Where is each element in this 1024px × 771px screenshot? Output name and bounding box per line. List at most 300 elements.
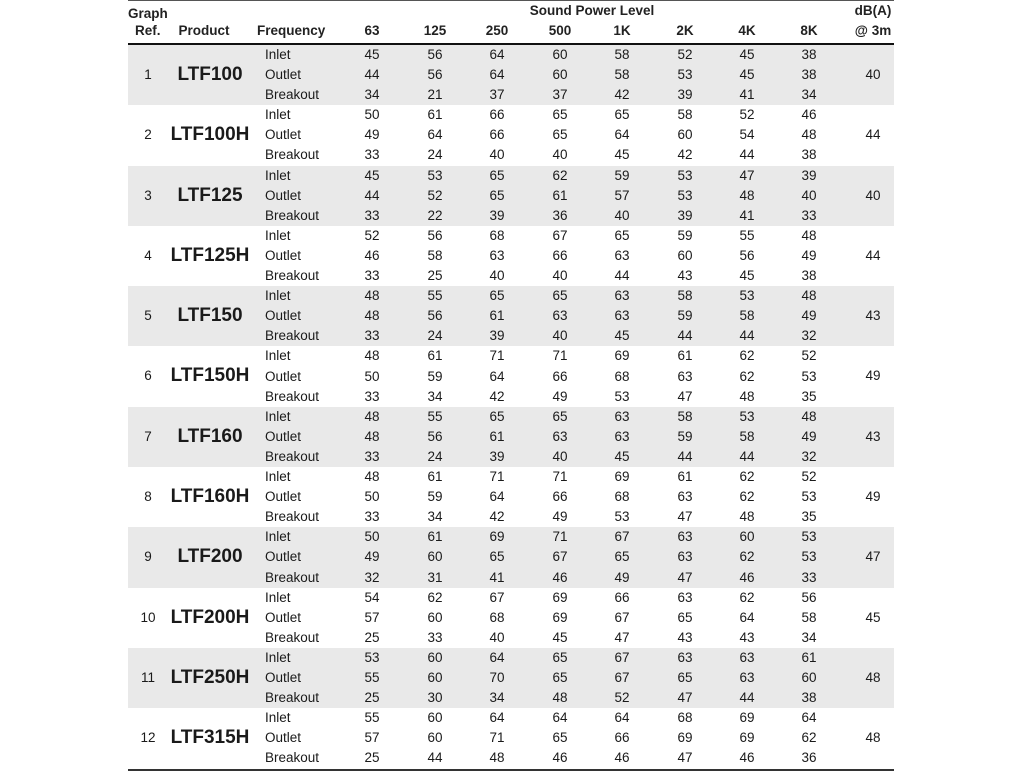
level-value: 62 (739, 489, 755, 505)
level-value: 34 (364, 87, 380, 103)
frequency-label: Breakout (265, 388, 320, 404)
level-value: 34 (801, 629, 817, 645)
level-value: 56 (427, 428, 443, 444)
product-name: LTF160H (170, 486, 250, 508)
level-value: 25 (364, 690, 380, 706)
product-row (128, 45, 894, 105)
level-value: 61 (677, 348, 693, 364)
level-value: 46 (739, 750, 755, 766)
level-value: 56 (427, 67, 443, 83)
level-value: 65 (614, 107, 630, 123)
level-value: 44 (614, 268, 630, 284)
level-value: 69 (739, 730, 755, 746)
level-value: 58 (427, 247, 443, 263)
level-value: 33 (801, 569, 817, 585)
level-value: 44 (364, 67, 380, 83)
frequency-line (128, 447, 894, 467)
frequency-line (128, 326, 894, 346)
level-value: 48 (801, 127, 817, 143)
level-value: 52 (364, 227, 380, 243)
level-value: 62 (739, 368, 755, 384)
level-value: 40 (552, 147, 568, 163)
dba-value: 44 (865, 247, 881, 263)
level-value: 47 (614, 629, 630, 645)
band-header: 1K (613, 23, 631, 38)
level-value: 63 (614, 247, 630, 263)
level-value: 48 (489, 750, 505, 766)
level-value: 60 (427, 609, 443, 625)
frequency-line (128, 608, 894, 628)
dba-value: 49 (865, 489, 881, 505)
product-row (128, 648, 894, 708)
level-value: 50 (364, 529, 380, 545)
frequency-label: Inlet (265, 408, 291, 424)
level-value: 33 (364, 448, 380, 464)
frequency-line (128, 85, 894, 105)
level-value: 63 (677, 529, 693, 545)
sound-power-table (128, 0, 894, 771)
level-value: 49 (801, 247, 817, 263)
level-value: 46 (801, 107, 817, 123)
level-value: 33 (427, 629, 443, 645)
level-value: 60 (427, 710, 443, 726)
level-value: 60 (427, 670, 443, 686)
level-value: 52 (739, 107, 755, 123)
level-value: 64 (427, 127, 443, 143)
level-value: 48 (364, 288, 380, 304)
level-value: 40 (614, 207, 630, 223)
frequency-label: Breakout (265, 147, 320, 163)
level-value: 61 (427, 469, 443, 485)
product-row (128, 467, 894, 527)
level-value: 63 (614, 428, 630, 444)
frequency-label: Outlet (265, 308, 302, 324)
product-name: LTF150H (170, 365, 250, 387)
level-value: 53 (801, 549, 817, 565)
level-value: 56 (801, 589, 817, 605)
level-value: 64 (489, 67, 505, 83)
level-value: 58 (739, 308, 755, 324)
level-value: 49 (364, 127, 380, 143)
level-value: 38 (801, 690, 817, 706)
level-value: 65 (489, 288, 505, 304)
level-value: 61 (677, 469, 693, 485)
level-value: 53 (614, 388, 630, 404)
level-value: 57 (364, 609, 380, 625)
level-value: 60 (677, 127, 693, 143)
level-value: 46 (552, 569, 568, 585)
level-value: 69 (552, 589, 568, 605)
graph-ref: 4 (144, 247, 152, 263)
level-value: 64 (489, 47, 505, 62)
level-value: 49 (552, 388, 568, 404)
graph-ref: 1 (144, 67, 152, 82)
frequency-label: Breakout (265, 448, 320, 464)
graph-ref: 8 (144, 489, 152, 505)
level-value: 47 (677, 509, 693, 525)
frequency-label: Breakout (265, 268, 320, 284)
level-value: 38 (801, 147, 817, 163)
dba-value: 44 (865, 127, 881, 143)
level-value: 65 (677, 609, 693, 625)
frequency-line (128, 145, 894, 165)
level-value: 63 (489, 247, 505, 263)
level-value: 48 (364, 469, 380, 485)
frequency-label: Inlet (265, 47, 291, 62)
frequency-label: Outlet (265, 428, 302, 444)
frequency-line (128, 628, 894, 648)
level-value: 66 (552, 247, 568, 263)
level-value: 25 (364, 629, 380, 645)
frequency-line (128, 166, 894, 186)
level-value: 63 (614, 408, 630, 424)
level-value: 30 (427, 690, 443, 706)
level-value: 40 (489, 147, 505, 163)
band-header: 2K (676, 23, 694, 38)
product-name: LTF315H (170, 727, 250, 749)
level-value: 42 (489, 509, 505, 525)
level-value: 44 (677, 328, 693, 344)
level-value: 57 (614, 187, 630, 203)
level-value: 61 (427, 107, 443, 123)
level-value: 59 (677, 308, 693, 324)
level-value: 53 (364, 649, 380, 665)
level-value: 43 (677, 268, 693, 284)
level-value: 62 (739, 549, 755, 565)
product-name: LTF150 (177, 305, 243, 327)
frequency-label: Inlet (265, 107, 291, 123)
level-value: 58 (801, 609, 817, 625)
level-value: 61 (552, 187, 568, 203)
level-value: 43 (677, 629, 693, 645)
frequency-label: Breakout (265, 87, 320, 103)
level-value: 41 (739, 87, 755, 103)
level-value: 41 (739, 207, 755, 223)
frequency-label: Breakout (265, 629, 320, 645)
level-value: 53 (801, 368, 817, 384)
level-value: 58 (614, 47, 630, 62)
sound-power-level-header: Sound Power Level (529, 3, 655, 18)
band-header: 8K (800, 23, 818, 38)
level-value: 67 (552, 549, 568, 565)
level-value: 36 (801, 750, 817, 766)
frequency-line (128, 206, 894, 226)
level-value: 58 (677, 408, 693, 424)
product-row (128, 226, 894, 286)
product-row (128, 708, 894, 768)
level-value: 65 (489, 167, 505, 183)
level-value: 46 (739, 569, 755, 585)
level-value: 62 (552, 167, 568, 183)
product-name: LTF200H (170, 606, 250, 628)
level-value: 44 (739, 147, 755, 163)
level-value: 64 (739, 609, 755, 625)
frequency-line (128, 708, 894, 728)
frequency-line (128, 186, 894, 206)
frequency-line (128, 125, 894, 145)
dba-header-line1: dB(A) (854, 3, 892, 18)
level-value: 64 (489, 710, 505, 726)
level-value: 71 (489, 348, 505, 364)
level-value: 65 (552, 649, 568, 665)
dba-value: 48 (865, 669, 881, 685)
level-value: 60 (801, 670, 817, 686)
level-value: 49 (801, 428, 817, 444)
level-value: 33 (364, 328, 380, 344)
level-value: 50 (364, 107, 380, 123)
graph-ref: 11 (140, 669, 156, 685)
level-value: 69 (739, 710, 755, 726)
level-value: 62 (739, 348, 755, 364)
level-value: 71 (552, 529, 568, 545)
frequency-line (128, 588, 894, 608)
level-value: 53 (801, 529, 817, 545)
graph-ref: 7 (144, 428, 152, 444)
level-value: 47 (677, 750, 693, 766)
frequency-line (128, 648, 894, 668)
level-value: 65 (614, 549, 630, 565)
graph-ref-header-line1: Graph (128, 6, 168, 21)
level-value: 71 (489, 469, 505, 485)
level-value: 40 (552, 268, 568, 284)
level-value: 68 (614, 489, 630, 505)
frequency-label: Breakout (265, 750, 320, 766)
frequency-line (128, 427, 894, 447)
level-value: 55 (427, 288, 443, 304)
level-value: 33 (364, 388, 380, 404)
level-value: 47 (677, 388, 693, 404)
frequency-label: Breakout (265, 690, 320, 706)
level-value: 48 (552, 690, 568, 706)
level-value: 53 (677, 167, 693, 183)
frequency-label: Outlet (265, 127, 302, 143)
level-value: 61 (427, 348, 443, 364)
level-value: 55 (427, 408, 443, 424)
level-value: 49 (364, 549, 380, 565)
level-value: 65 (552, 730, 568, 746)
level-value: 69 (677, 730, 693, 746)
level-value: 52 (677, 47, 693, 62)
level-value: 39 (801, 167, 817, 183)
frequency-line (128, 507, 894, 527)
level-value: 56 (427, 47, 443, 62)
level-value: 64 (614, 710, 630, 726)
band-header: 125 (423, 23, 447, 38)
frequency-line (128, 547, 894, 567)
level-value: 62 (739, 469, 755, 485)
level-value: 60 (427, 549, 443, 565)
level-value: 49 (614, 569, 630, 585)
level-value: 32 (801, 448, 817, 464)
level-value: 65 (552, 670, 568, 686)
product-header: Product (178, 23, 230, 38)
level-value: 60 (427, 730, 443, 746)
frequency-label: Inlet (265, 469, 291, 485)
frequency-line (128, 45, 894, 65)
level-value: 64 (489, 649, 505, 665)
level-value: 65 (552, 288, 568, 304)
level-value: 55 (364, 670, 380, 686)
level-value: 48 (739, 187, 755, 203)
graph-ref: 10 (140, 609, 156, 625)
level-value: 64 (614, 127, 630, 143)
dba-value: 45 (865, 609, 881, 625)
level-value: 45 (739, 47, 755, 62)
level-value: 33 (364, 268, 380, 284)
frequency-label: Inlet (265, 227, 291, 243)
level-value: 59 (677, 428, 693, 444)
level-value: 68 (489, 609, 505, 625)
level-value: 68 (614, 368, 630, 384)
frequency-label: Outlet (265, 730, 302, 746)
level-value: 63 (614, 288, 630, 304)
level-value: 69 (614, 469, 630, 485)
level-value: 66 (552, 368, 568, 384)
frequency-label: Outlet (265, 549, 302, 565)
level-value: 48 (801, 288, 817, 304)
frequency-line (128, 346, 894, 366)
table-header (128, 0, 894, 43)
level-value: 63 (739, 649, 755, 665)
level-value: 61 (427, 529, 443, 545)
level-value: 31 (427, 569, 443, 585)
level-value: 64 (801, 710, 817, 726)
level-value: 56 (739, 247, 755, 263)
level-value: 48 (739, 388, 755, 404)
level-value: 52 (801, 469, 817, 485)
level-value: 67 (552, 227, 568, 243)
product-row (128, 588, 894, 648)
frequency-label: Inlet (265, 288, 291, 304)
level-value: 37 (552, 87, 568, 103)
frequency-line (128, 527, 894, 547)
graph-ref: 6 (144, 368, 152, 384)
level-value: 65 (489, 187, 505, 203)
frequency-header: Frequency (257, 23, 326, 38)
level-value: 45 (552, 629, 568, 645)
frequency-line (128, 467, 894, 487)
table-bottom-rule (128, 769, 894, 771)
level-value: 59 (677, 227, 693, 243)
dba-value: 40 (865, 187, 881, 203)
level-value: 32 (801, 328, 817, 344)
dba-value: 47 (865, 549, 881, 565)
level-value: 45 (364, 47, 380, 62)
frequency-label: Outlet (265, 609, 302, 625)
frequency-label: Breakout (265, 569, 320, 585)
level-value: 63 (677, 489, 693, 505)
level-value: 58 (677, 107, 693, 123)
level-value: 66 (489, 107, 505, 123)
level-value: 63 (677, 549, 693, 565)
level-value: 25 (427, 268, 443, 284)
level-value: 71 (552, 348, 568, 364)
level-value: 55 (364, 710, 380, 726)
level-value: 45 (739, 268, 755, 284)
level-value: 61 (489, 428, 505, 444)
level-value: 52 (614, 690, 630, 706)
level-value: 49 (801, 308, 817, 324)
level-value: 48 (364, 308, 380, 324)
product-name: LTF125H (170, 244, 250, 266)
level-value: 66 (614, 589, 630, 605)
level-value: 64 (489, 368, 505, 384)
frequency-label: Outlet (265, 368, 302, 384)
level-value: 39 (677, 207, 693, 223)
level-value: 48 (801, 227, 817, 243)
level-value: 63 (677, 649, 693, 665)
frequency-line (128, 306, 894, 326)
product-row (128, 105, 894, 165)
level-value: 58 (739, 428, 755, 444)
level-value: 65 (489, 549, 505, 565)
frequency-label: Outlet (265, 489, 302, 505)
level-value: 60 (552, 67, 568, 83)
level-value: 56 (427, 308, 443, 324)
frequency-label: Inlet (265, 589, 291, 605)
level-value: 59 (427, 489, 443, 505)
level-value: 50 (364, 368, 380, 384)
level-value: 55 (739, 227, 755, 243)
product-name: LTF200 (177, 546, 243, 568)
level-value: 25 (364, 750, 380, 766)
level-value: 54 (739, 127, 755, 143)
level-value: 38 (801, 268, 817, 284)
level-value: 40 (801, 187, 817, 203)
level-value: 46 (614, 750, 630, 766)
level-value: 33 (801, 207, 817, 223)
frequency-label: Outlet (265, 67, 302, 83)
level-value: 44 (427, 750, 443, 766)
level-value: 62 (801, 730, 817, 746)
graph-ref: 3 (144, 187, 152, 203)
level-value: 53 (614, 509, 630, 525)
level-value: 45 (614, 328, 630, 344)
level-value: 63 (614, 308, 630, 324)
level-value: 53 (739, 288, 755, 304)
level-value: 21 (427, 87, 443, 103)
frequency-label: Outlet (265, 247, 302, 263)
frequency-line (128, 728, 894, 748)
frequency-line (128, 65, 894, 85)
level-value: 44 (364, 187, 380, 203)
level-value: 52 (427, 187, 443, 203)
level-value: 69 (614, 348, 630, 364)
product-name: LTF100 (177, 64, 243, 85)
level-value: 43 (739, 629, 755, 645)
band-header: 250 (485, 23, 509, 38)
graph-ref: 9 (144, 549, 152, 565)
level-value: 68 (489, 227, 505, 243)
product-row (128, 527, 894, 587)
level-value: 48 (364, 408, 380, 424)
level-value: 66 (552, 489, 568, 505)
level-value: 39 (489, 448, 505, 464)
level-value: 47 (739, 167, 755, 183)
level-value: 37 (489, 87, 505, 103)
band-header: 4K (738, 23, 756, 38)
level-value: 40 (552, 448, 568, 464)
level-value: 40 (489, 629, 505, 645)
level-value: 65 (677, 670, 693, 686)
level-value: 39 (489, 207, 505, 223)
level-value: 50 (364, 489, 380, 505)
level-value: 36 (552, 207, 568, 223)
level-value: 64 (489, 489, 505, 505)
product-row (128, 346, 894, 406)
level-value: 34 (427, 388, 443, 404)
frequency-line (128, 266, 894, 286)
